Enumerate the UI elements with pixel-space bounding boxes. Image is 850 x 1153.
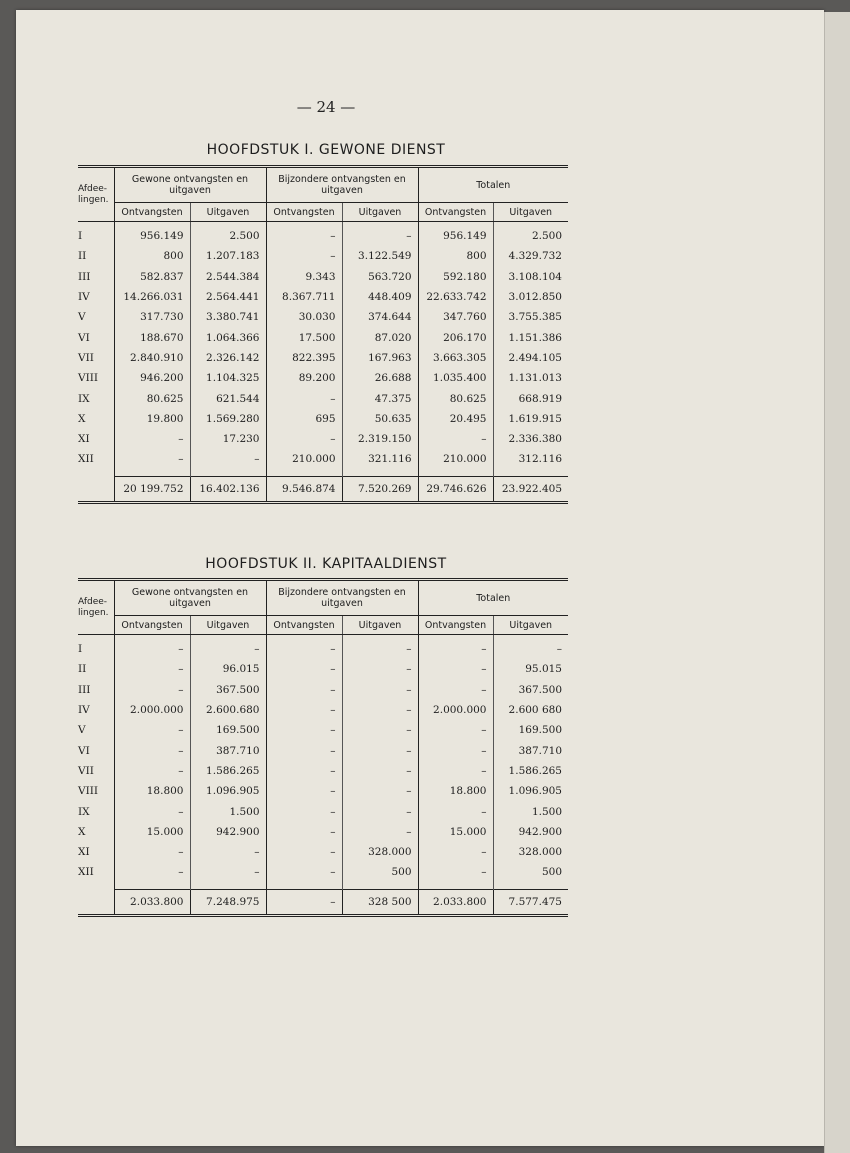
table-cell: 2.600 680 [493, 700, 568, 720]
table-cell: 17.230 [190, 429, 266, 449]
table-cell: 1.104.325 [190, 368, 266, 388]
table-cell: – [266, 429, 342, 449]
row-label: IX [78, 805, 90, 818]
table-cell: – [114, 449, 190, 469]
table-cell: – [418, 659, 493, 679]
table-cell: 956.149 [418, 222, 493, 247]
table-cell: – [114, 720, 190, 740]
table-row [78, 348, 568, 368]
table-cell: – [190, 862, 266, 882]
table-cell: 2.500 [493, 222, 568, 247]
table-cell: 3.663.305 [418, 348, 493, 368]
row-label: VII [78, 351, 94, 364]
table-cell: 448.409 [342, 287, 418, 307]
table-row [78, 388, 568, 408]
table-cell: 8.367.711 [266, 287, 342, 307]
table-row [78, 740, 568, 760]
table-cell: 374.644 [342, 307, 418, 327]
table-cell: – [266, 222, 342, 247]
table-cell: – [266, 246, 342, 266]
table-cell: – [114, 842, 190, 862]
table-cell: – [114, 680, 190, 700]
row-label: II [78, 663, 87, 676]
table-cell: – [418, 720, 493, 740]
table-cell: 1.096.905 [190, 781, 266, 801]
header-ontvangsten: Ontvangsten [114, 203, 190, 222]
table-cell: 15.000 [114, 822, 190, 842]
table-cell: 188.670 [114, 327, 190, 347]
table-row [78, 680, 568, 700]
table-cell: 942.900 [493, 822, 568, 842]
table-cell: 80.625 [418, 388, 493, 408]
table-cell: – [266, 659, 342, 679]
header-gewone: Gewone ontvangsten en uitgaven [114, 167, 266, 203]
table-row [78, 307, 568, 327]
table-cell: – [266, 822, 342, 842]
table-cell: 19.800 [114, 409, 190, 429]
table-cell: 1.586.265 [190, 761, 266, 781]
table-cell: 942.900 [190, 822, 266, 842]
table-cell: 822.395 [266, 348, 342, 368]
header-totalen: Totalen [418, 167, 568, 203]
table-cell: – [114, 761, 190, 781]
total-cell: 9.546.874 [266, 476, 342, 502]
table-cell: – [266, 740, 342, 760]
header-uitgaven: Uitgaven [342, 203, 418, 222]
row-label: XII [78, 866, 94, 879]
totals-label-cell [78, 476, 114, 502]
header-afdeelingen: Afdee-lingen. [78, 580, 114, 635]
table-cell: 563.720 [342, 267, 418, 287]
table-row [78, 659, 568, 679]
header-afdeelingen: Afdee-lingen. [78, 167, 114, 222]
table-cell: 30.030 [266, 307, 342, 327]
table-cell: 668.919 [493, 388, 568, 408]
table-cell: 87.020 [342, 327, 418, 347]
row-label: X [78, 412, 86, 425]
table-cell: 80.625 [114, 388, 190, 408]
table-cell: 2.840.910 [114, 348, 190, 368]
table-cell: 210.000 [266, 449, 342, 469]
table-cell: 1.500 [493, 801, 568, 821]
row-label: III [78, 683, 91, 696]
table-row [78, 781, 568, 801]
header-ontvangsten: Ontvangsten [114, 616, 190, 635]
table-row [78, 449, 568, 469]
table-row [78, 246, 568, 266]
table-cell: 317.730 [114, 307, 190, 327]
table-cell: 2.600.680 [190, 700, 266, 720]
row-label: V [78, 724, 86, 737]
table-row [78, 327, 568, 347]
table-cell: – [266, 862, 342, 882]
table-cell: 1.035.400 [418, 368, 493, 388]
table-cell: 2.336.380 [493, 429, 568, 449]
row-label: XI [78, 846, 90, 859]
table-cell: 2.326.142 [190, 348, 266, 368]
row-label: IV [78, 291, 90, 304]
header-ontvangsten: Ontvangsten [266, 616, 342, 635]
table-row [78, 720, 568, 740]
table-cell: 328.000 [493, 842, 568, 862]
table-cell: 946.200 [114, 368, 190, 388]
table-cell: 167.963 [342, 348, 418, 368]
table-cell: 15.000 [418, 822, 493, 842]
header-ontvangsten: Ontvangsten [418, 203, 493, 222]
table-cell: – [418, 801, 493, 821]
table-cell: – [342, 740, 418, 760]
table-cell: 18.800 [114, 781, 190, 801]
table-cell: 1.096.905 [493, 781, 568, 801]
table-cell: 17.500 [266, 327, 342, 347]
table-cell: – [418, 635, 493, 660]
table-cell: – [342, 222, 418, 247]
table-cell: 367.500 [493, 680, 568, 700]
table-cell: 22.633.742 [418, 287, 493, 307]
table-cell: – [418, 680, 493, 700]
table-cell: – [418, 740, 493, 760]
table-cell: 2.500 [190, 222, 266, 247]
table-cell: 4.329.732 [493, 246, 568, 266]
table-cell: 20.495 [418, 409, 493, 429]
section1-body [78, 222, 568, 503]
header-bijzondere: Bijzondere ontvangsten en uitgaven [266, 580, 418, 616]
total-cell: 2.033.800 [418, 889, 493, 915]
table-cell: 956.149 [114, 222, 190, 247]
table-cell: – [342, 635, 418, 660]
table-cell: – [266, 801, 342, 821]
row-label: X [78, 825, 86, 838]
table-cell: 50.635 [342, 409, 418, 429]
table-cell: – [266, 388, 342, 408]
table-cell: – [114, 740, 190, 760]
header-ontvangsten: Ontvangsten [418, 616, 493, 635]
table-cell: – [114, 659, 190, 679]
table-cell: 1.619.915 [493, 409, 568, 429]
table-cell: 169.500 [493, 720, 568, 740]
header-ontvangsten: Ontvangsten [266, 203, 342, 222]
table-cell: – [342, 720, 418, 740]
table-cell: 592.180 [418, 267, 493, 287]
table-cell: – [114, 635, 190, 660]
header-gewone: Gewone ontvangsten en uitgaven [114, 580, 266, 616]
table-cell: 47.375 [342, 388, 418, 408]
table-row [78, 842, 568, 862]
table-cell: 2.564.441 [190, 287, 266, 307]
table-cell: 95.015 [493, 659, 568, 679]
table-cell: – [114, 862, 190, 882]
totals-row [78, 476, 568, 502]
table-row [78, 862, 568, 882]
table-cell: – [266, 700, 342, 720]
table-cell: – [342, 659, 418, 679]
table-cell: 3.012.850 [493, 287, 568, 307]
table-cell: 2.494.105 [493, 348, 568, 368]
table-cell: 2.544.384 [190, 267, 266, 287]
table-row [78, 700, 568, 720]
table-cell: – [342, 801, 418, 821]
header-totalen: Totalen [418, 580, 568, 616]
table-cell: 26.688 [342, 368, 418, 388]
table-row [78, 368, 568, 388]
table-cell: 500 [493, 862, 568, 882]
table-cell: 328.000 [342, 842, 418, 862]
table-cell: – [266, 781, 342, 801]
totals-row [78, 889, 568, 915]
total-cell: 2.033.800 [114, 889, 190, 915]
table-cell: – [342, 680, 418, 700]
section1-title: HOOFDSTUK I. GEWONE DIENST [206, 142, 446, 158]
total-cell: 7.520.269 [342, 476, 418, 502]
total-cell: 23.922.405 [493, 476, 568, 502]
table-cell: – [266, 842, 342, 862]
table-cell: – [418, 429, 493, 449]
table-cell: – [114, 429, 190, 449]
row-label: XI [78, 433, 90, 446]
table-row [78, 761, 568, 781]
table-cell: – [418, 761, 493, 781]
table-cell: 9.343 [266, 267, 342, 287]
total-cell: 20 199.752 [114, 476, 190, 502]
header-uitgaven: Uitgaven [493, 616, 568, 635]
table-cell: 89.200 [266, 368, 342, 388]
row-label: IX [78, 392, 90, 405]
row-label: III [78, 270, 91, 283]
row-label: II [78, 250, 87, 263]
table-cell: – [342, 781, 418, 801]
table-row [78, 287, 568, 307]
row-label: VIII [78, 372, 99, 385]
table-cell: 312.116 [493, 449, 568, 469]
table-cell: 2.000.000 [418, 700, 493, 720]
header-uitgaven: Uitgaven [190, 203, 266, 222]
table-cell: 347.760 [418, 307, 493, 327]
table-cell: 1.586.265 [493, 761, 568, 781]
row-label: VII [78, 764, 94, 777]
table-cell: – [266, 720, 342, 740]
table-cell: – [266, 635, 342, 660]
page-number: — 24 — [296, 98, 356, 116]
total-cell: 7.248.975 [190, 889, 266, 915]
row-label: IV [78, 704, 90, 717]
total-cell: 7.577.475 [493, 889, 568, 915]
table-cell: 1.207.183 [190, 246, 266, 266]
table-cell: 1.500 [190, 801, 266, 821]
table-cell: – [342, 761, 418, 781]
table-cell: 387.710 [493, 740, 568, 760]
table-cell: 800 [114, 246, 190, 266]
table-cell: – [266, 680, 342, 700]
table-row [78, 801, 568, 821]
table-cell: 2.319.150 [342, 429, 418, 449]
table-cell: – [190, 842, 266, 862]
table-cell: – [190, 449, 266, 469]
table-row [78, 267, 568, 287]
table-row [78, 822, 568, 842]
table-cell: – [342, 700, 418, 720]
next-page-edge [824, 12, 850, 1153]
table-cell: 2.000.000 [114, 700, 190, 720]
table-cell: 14.266.031 [114, 287, 190, 307]
table-cell: 1.131.013 [493, 368, 568, 388]
document-page [16, 10, 824, 1146]
table-cell: 1.151.386 [493, 327, 568, 347]
row-label: I [78, 643, 83, 656]
table-cell: 3.755.385 [493, 307, 568, 327]
table-cell: – [190, 635, 266, 660]
table-cell: 695 [266, 409, 342, 429]
row-label: VI [78, 744, 90, 757]
table-cell: – [342, 822, 418, 842]
total-cell: 29.746.626 [418, 476, 493, 502]
header-bijzondere: Bijzondere ontvangsten en uitgaven [266, 167, 418, 203]
table-cell: – [266, 761, 342, 781]
header-uitgaven: Uitgaven [342, 616, 418, 635]
table-cell: 210.000 [418, 449, 493, 469]
row-label: I [78, 230, 83, 243]
table-cell: 96.015 [190, 659, 266, 679]
total-cell: 328 500 [342, 889, 418, 915]
section1-table [78, 165, 568, 504]
table-cell: – [418, 842, 493, 862]
table-cell: 321.116 [342, 449, 418, 469]
table-cell: 1.064.366 [190, 327, 266, 347]
table-cell: – [114, 801, 190, 821]
table-cell: 367.500 [190, 680, 266, 700]
table-cell: – [493, 635, 568, 660]
table-cell: 1.569.280 [190, 409, 266, 429]
total-cell: – [266, 889, 342, 915]
header-uitgaven: Uitgaven [493, 203, 568, 222]
row-label: VI [78, 331, 90, 344]
table-cell: 18.800 [418, 781, 493, 801]
totals-label-cell [78, 889, 114, 915]
row-label: VIII [78, 785, 99, 798]
row-label: XII [78, 453, 94, 466]
table-cell: 206.170 [418, 327, 493, 347]
table-row [78, 429, 568, 449]
table-cell: 3.380.741 [190, 307, 266, 327]
table-cell: 800 [418, 246, 493, 266]
table-cell: 3.108.104 [493, 267, 568, 287]
table-cell: 621.544 [190, 388, 266, 408]
table-row [78, 222, 568, 247]
row-label: V [78, 311, 86, 324]
table-row [78, 635, 568, 660]
table-cell: 582.837 [114, 267, 190, 287]
table-cell: 3.122.549 [342, 246, 418, 266]
section2-title: HOOFDSTUK II. KAPITAALDIENST [205, 556, 447, 572]
table-row [78, 409, 568, 429]
section2-body [78, 635, 568, 916]
table-cell: 500 [342, 862, 418, 882]
table-cell: – [418, 862, 493, 882]
table-cell: 169.500 [190, 720, 266, 740]
table-cell: 387.710 [190, 740, 266, 760]
header-uitgaven: Uitgaven [190, 616, 266, 635]
section2-table [78, 578, 568, 917]
total-cell: 16.402.136 [190, 476, 266, 502]
